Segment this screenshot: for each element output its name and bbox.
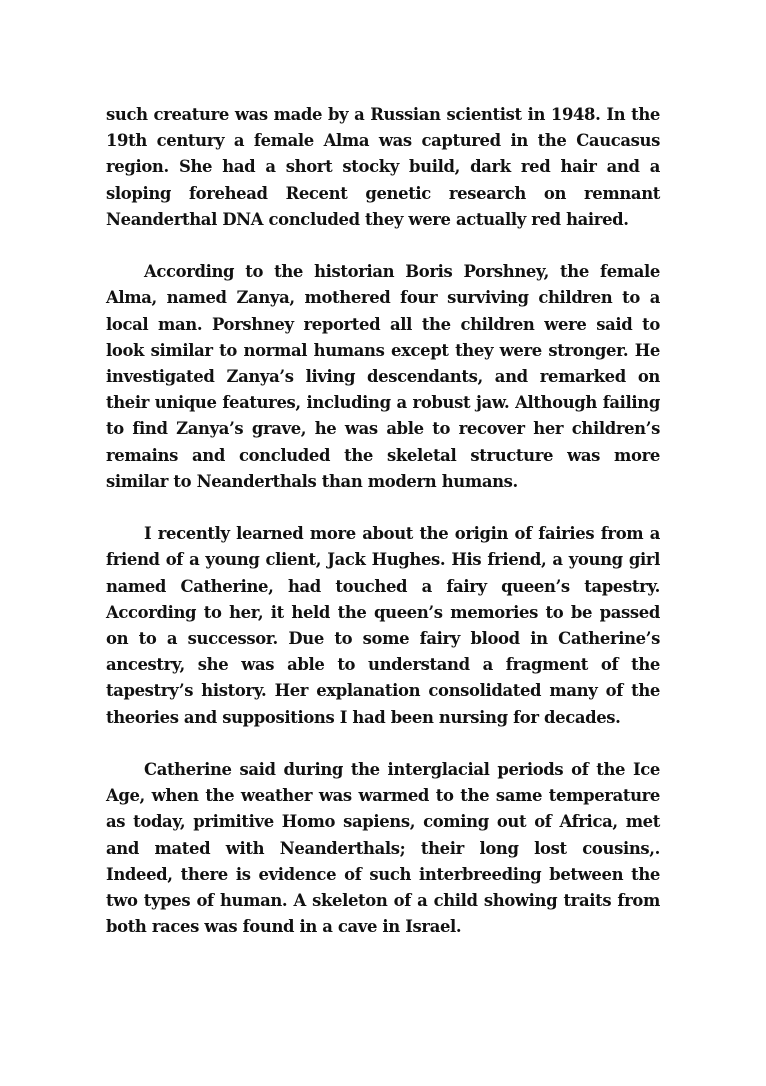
paragraph-1: such creature was made by a Russian scientist in 1948. In the 19th century a female Alma was captured in the Caucasus region. She had a short stocky build, dark red hair and a sloping forehead Recent genetic research on remnant Neanderthal DNA concluded they were actually red haired. <box>106 105 660 229</box>
paragraph-3: I recently learned more about the origin of fairies from a friend of a young client, Jack Hughes. His friend, a young girl named Catherine, had touched a fairy queen’s tapestry. According to her, it held the queen’s memories to be passed on to a successor. Due to some fairy blood in Catherine’s ancestry, she was able to understand a fragment of the tapestry’s history. Her explanation consolidated many of the theories and suppositions I had been nursing for decades. <box>106 524 660 727</box>
paragraph-2: According to the historian Boris Porshney, the female Alma, named Zanya, mothered four surviving children to a local man. Porshney reported all the children were said to look similar to normal humans except they were stronger. He investigated Zanya’s living descendants, and remarked on their unique features, including a robust jaw. Although failing to find Zanya’s grave, he was able to recover her children’s remains and concluded the skeletal structure was more similar to Neanderthals than modern humans. <box>106 262 660 491</box>
paragraph-4: Catherine said during the interglacial periods of the Ice Age, when the weather was warmed to the same temperature as today, primitive Homo sapiens, coming out of Africa, met and mated with Neanderthals; their long lost cousins,. Indeed, there is evidence of such interbreeding between the two types of human. A skeleton of a child showing traits from both races was found in a cave in Israel. <box>106 760 660 937</box>
document-page <box>106 102 660 967</box>
